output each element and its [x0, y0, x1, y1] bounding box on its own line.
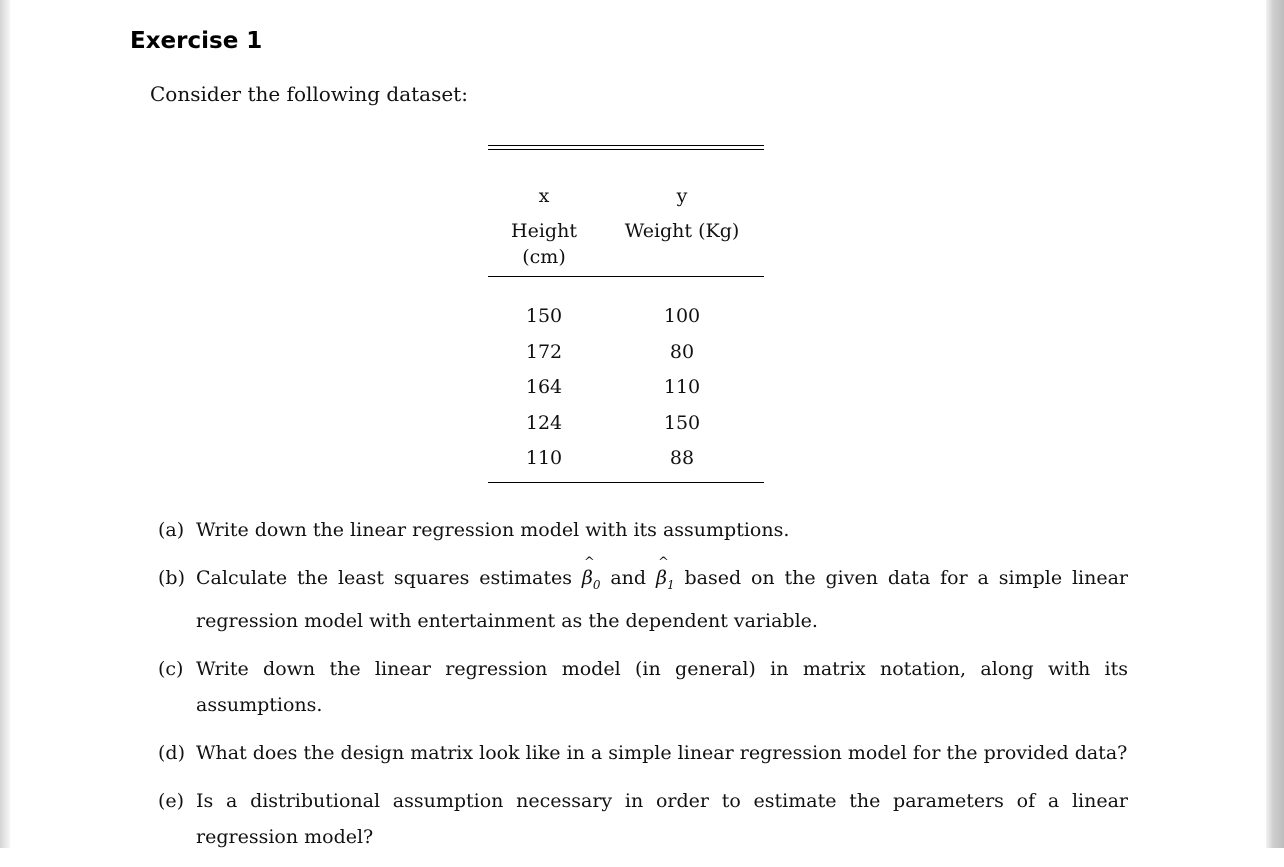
cell-weight: 110 — [663, 376, 701, 398]
question-text: What does the design matrix look like in a simple linear regression model for the provided data? — [196, 741, 1128, 764]
beta-subscript-0: 0 — [592, 577, 601, 592]
question-marker: (a) — [158, 519, 185, 541]
symbol-y: y — [676, 185, 688, 207]
cell-height: 172 — [525, 340, 563, 363]
cell-height: 110 — [525, 447, 563, 469]
table-row — [488, 370, 764, 406]
question-text — [196, 560, 1128, 639]
exercise-title: Exercise 1 — [130, 28, 263, 54]
question-c — [158, 651, 1128, 723]
table-row — [488, 335, 764, 371]
cell-weight: 100 — [663, 305, 701, 327]
question-marker: (b) — [158, 567, 185, 589]
question-b-text-pre: Calculate the least squares estimates — [196, 567, 572, 589]
question-marker: (e) — [158, 789, 185, 812]
cell-height: 164 — [525, 376, 563, 398]
question-text: Is a distributional assumption necessary in order to estimate the parameters of a linear regression model? — [196, 789, 1128, 848]
question-marker: (c) — [158, 657, 184, 680]
page-edge-right — [1266, 0, 1284, 848]
beta-symbol: β — [581, 567, 593, 589]
cell-weight: 150 — [663, 411, 701, 434]
question-e — [158, 783, 1128, 855]
question-text: Write down the linear regression model with its assumptions. — [196, 519, 790, 541]
beta-symbol: β — [655, 567, 667, 589]
table-body — [488, 277, 764, 482]
table-symbol-row — [488, 184, 764, 208]
table-row — [488, 299, 764, 335]
cell-height: 150 — [525, 305, 563, 327]
symbol-x: x — [538, 185, 550, 207]
table-top-rule — [488, 145, 764, 150]
beta-subscript-1: 1 — [666, 577, 675, 592]
intro-text: Consider the following dataset: — [150, 82, 468, 106]
table-header-row — [488, 218, 764, 270]
table-bottom-rule — [488, 482, 764, 483]
question-a — [158, 512, 1128, 548]
question-b-text-post: based on the given data for a simple linear regression model with entertainment as the dependent variable. — [196, 567, 1128, 632]
question-d — [158, 735, 1128, 771]
question-text: Write down the linear regression model (in general) in matrix notation, along with its assumptions. — [196, 657, 1128, 716]
table-row — [488, 406, 764, 442]
document-page — [10, 0, 1266, 848]
page-edge-left — [0, 0, 10, 848]
question-b-and: and — [610, 567, 647, 589]
cell-weight: 88 — [669, 447, 695, 469]
dataset-table — [488, 145, 764, 483]
beta-hat-1 — [656, 560, 675, 603]
question-list — [158, 512, 1128, 867]
header-height: Height (cm) — [511, 220, 577, 268]
question-marker: (d) — [158, 741, 185, 764]
beta-hat-0 — [582, 560, 601, 603]
cell-weight: 80 — [669, 340, 695, 363]
question-b — [158, 560, 1128, 639]
cell-height: 124 — [525, 411, 563, 434]
header-weight: Weight (Kg) — [624, 220, 740, 242]
table-row — [488, 441, 764, 477]
